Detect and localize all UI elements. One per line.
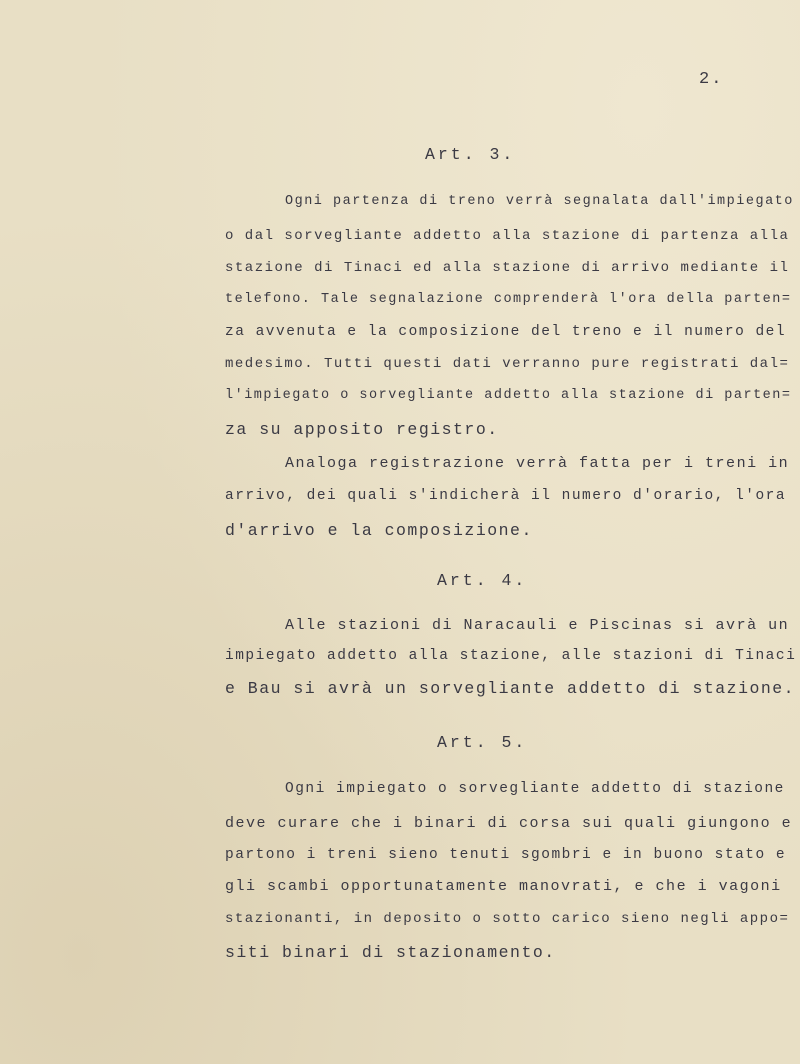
article-3-line: stazione di Tinaci ed alla stazione di arrivo mediante il	[225, 260, 790, 276]
article-5-line: partono i treni sieno tenuti sgombri e in buono stato e	[225, 847, 787, 863]
article-5-line: Ogni impiegato o sorvegliante addetto di stazione	[285, 781, 785, 797]
article-5-heading: Art. 5.	[437, 733, 528, 752]
article-5-line: gli scambi opportunatamente manovrati, e che i vagoni	[225, 878, 782, 895]
article-3-line: medesimo. Tutti questi dati verranno pure registrati dal=	[225, 356, 790, 372]
article-5-line: stazionanti, in deposito o sotto carico sieno negli appo=	[225, 911, 790, 927]
article-3-heading: Art. 3.	[425, 145, 516, 164]
article-3-line: l'impiegato o sorvegliante addetto alla stazione di parten=	[225, 388, 792, 403]
article-4-line: Alle stazioni di Naracauli e Piscinas si avrà un	[285, 617, 790, 634]
page-number: 2.	[699, 70, 724, 89]
article-3-line: Ogni partenza di treno verrà segnalata dall'impiegato	[285, 194, 794, 209]
article-3-line: arrivo, dei quali s'indicherà il numero d'orario, l'ora	[225, 488, 787, 504]
article-4-line: impiegato addetto alla stazione, alle stazioni di Tinaci	[225, 648, 797, 664]
article-3-line: za su apposito registro.	[225, 420, 499, 439]
article-4-heading: Art. 4.	[437, 571, 528, 590]
article-5-line: deve curare che i binari di corsa sui quali giungono e	[225, 815, 793, 832]
article-5-line: siti binari di stazionamento.	[225, 943, 556, 962]
article-3-line: za avvenuta e la composizione del treno e il numero del	[225, 324, 787, 340]
article-3-line: d'arrivo e la composizione.	[225, 521, 533, 540]
article-3-line: o dal sorvegliante addetto alla stazione di partenza alla	[225, 228, 790, 244]
article-3-line: Analoga registrazione verrà fatta per i treni in	[285, 455, 790, 472]
article-3-line: telefono. Tale segnalazione comprenderà l'ora della parten=	[225, 292, 792, 307]
article-4-line: e Bau si avrà un sorvegliante addetto di stazione.	[225, 679, 796, 698]
